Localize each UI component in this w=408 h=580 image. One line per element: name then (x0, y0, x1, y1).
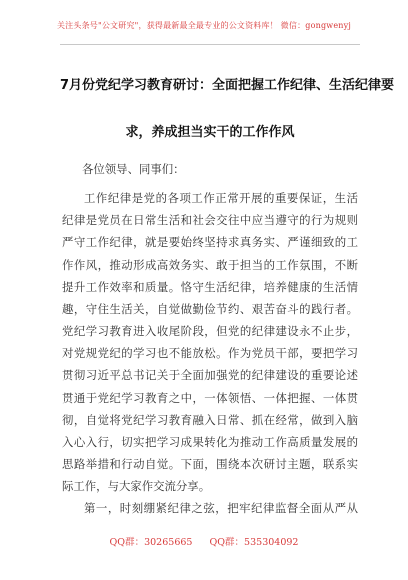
body-line: 对党规党纪的学习也不能放松。作为党员干部，要把学习 (62, 346, 358, 361)
body-line: 纪律是党员在日常生活和社会交往中应当遵守的行为规则 (62, 213, 358, 228)
body-line: 际工作，与大家作交流分享。 (62, 479, 211, 494)
body-line: 思路举措和行动自觉。下面，围绕本次研讨主题，联系实 (62, 457, 358, 472)
body-line: 工作纪律是党的各项工作正常开展的重要保证，生活 (84, 191, 358, 205)
footer-qq-group-2: QQ群：535304092 (209, 537, 299, 548)
body-line: 第一，时刻绷紧纪律之弦，把牢纪律监督全面从严从 (84, 501, 358, 515)
body-line: 贯彻习近平总书记关于全面加强党的纪律建设的重要论述 (62, 368, 358, 383)
body-line: 党纪学习教育进入收尾阶段，但党的纪律建设永不止步， (62, 324, 358, 338)
body-line: 贯通于党纪学习教育之中，一体领悟、一体把握、一体贯 (62, 390, 358, 405)
document-title-line-2: 求，养成担当实干的工作作风 (125, 125, 295, 140)
footer-qq-group-1: QQ群：30265665 (109, 537, 193, 548)
document-title-line-1: 7月份党纪学习教育研讨：全面把握工作纪律、生活纪律要 (60, 78, 395, 93)
body-line: 提升工作效率和质量。恪守生活纪律，培养健康的生活情 (62, 279, 358, 294)
body-paragraph-1 (62, 187, 358, 320)
greeting: 各位领导、同事们： (82, 162, 185, 176)
body-line: 彻，自觉将党纪学习教育融入日常、抓在经常，做到入脑 (62, 412, 358, 427)
body-line: 严守工作纪律，就是要始终坚持求真务实、严谨细致的工 (62, 235, 358, 250)
body-paragraph-3 (62, 497, 358, 519)
body-line: 作作风，推动形成高效务实、敢于担当的工作氛围，不断 (62, 257, 358, 272)
footer (0, 534, 408, 548)
body-line: 趣，守住生活关，自觉做勤俭节约、艰苦奋斗的践行者。 (62, 301, 358, 316)
header-divider (60, 44, 360, 45)
body-paragraph-2 (62, 320, 358, 498)
header-banner: 关注头条号"公文研究"，获得最新最全最专业的公文资料库！ 微信：gongwenyj (56, 21, 352, 30)
body-line: 入心入行，切实把学习成果转化为推动工作高质量发展的 (62, 434, 358, 449)
